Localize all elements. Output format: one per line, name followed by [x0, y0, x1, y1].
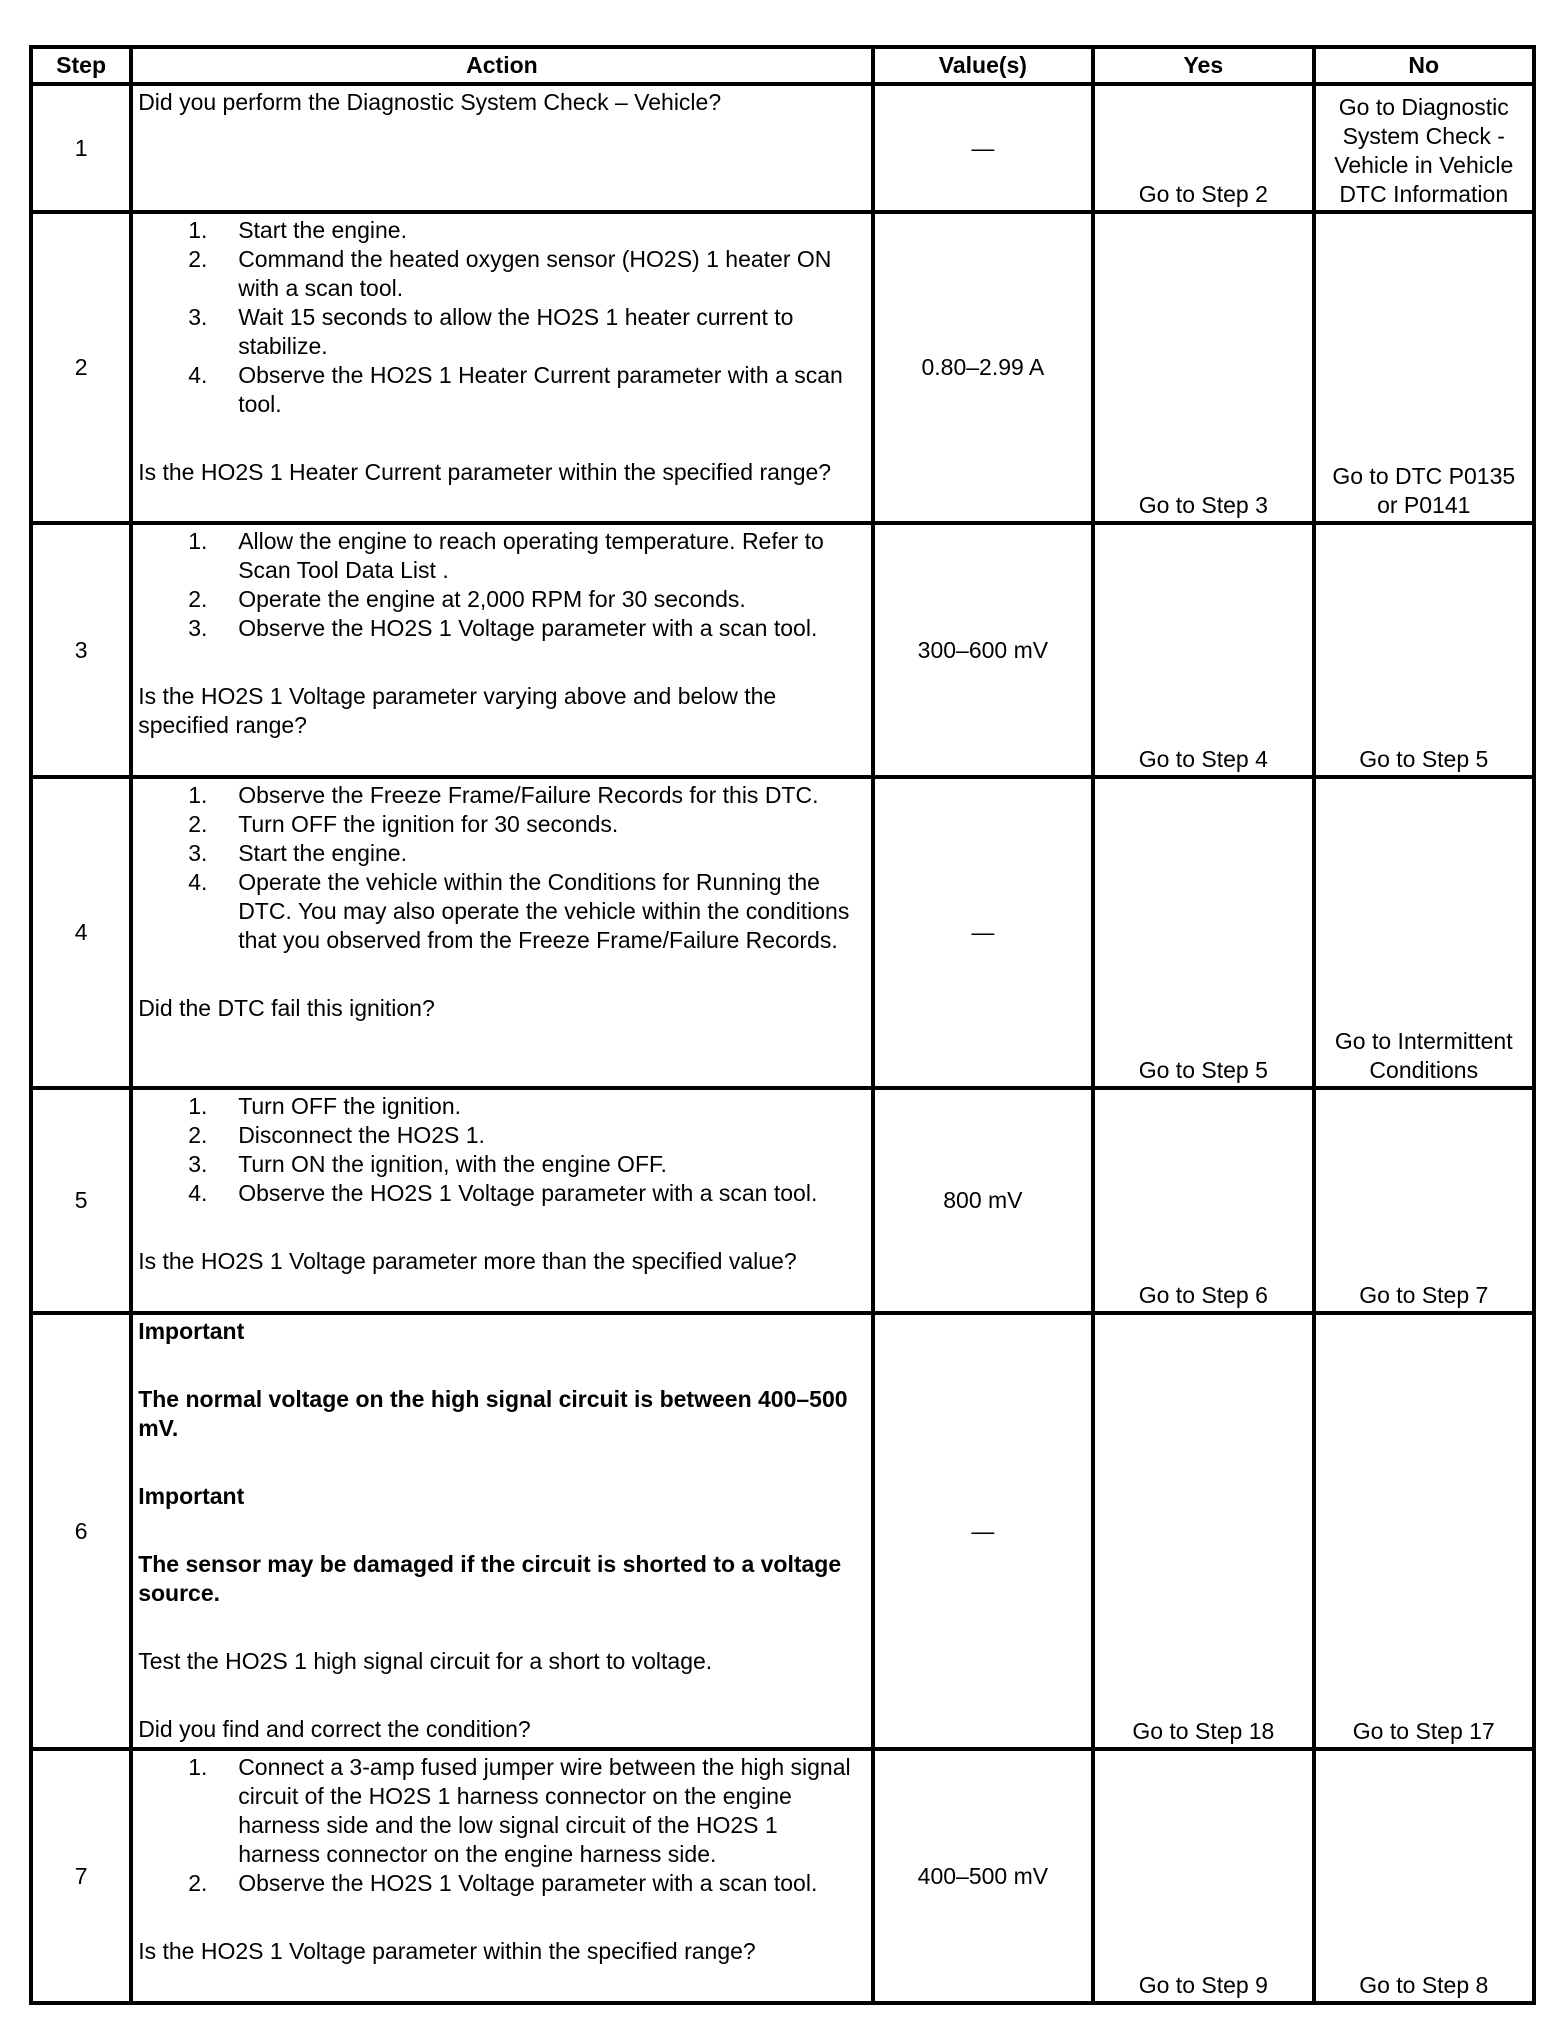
yes-cell: Go to Step 4 [1093, 523, 1313, 777]
action-cell [131, 212, 872, 523]
instruction-list [138, 781, 865, 955]
action-cell [131, 523, 872, 777]
table-row [31, 1749, 1534, 2003]
instruction-list [138, 1753, 865, 1898]
question-text: Did the DTC fail this ignition? [138, 995, 435, 1021]
important-text: The sensor may be damaged if the circuit is shorted to a voltage source. [138, 1551, 842, 1606]
list-item: 2. Turn OFF the ignition for 30 seconds. [188, 811, 619, 837]
list-item: 3. Turn ON the ignition, with the engine OFF. [188, 1151, 667, 1177]
yes-cell: Go to Step 2 [1093, 84, 1313, 212]
step-number: 6 [31, 1313, 131, 1749]
instruction-text: Test the HO2S 1 high signal circuit for a short to voltage. [138, 1648, 713, 1674]
list-item: 2. Operate the engine at 2,000 RPM for 30 seconds. [188, 586, 746, 612]
header-action: Action [131, 47, 872, 84]
table-row [31, 1313, 1534, 1749]
yes-cell: Go to Step 18 [1093, 1313, 1313, 1749]
table-row [31, 1088, 1534, 1313]
important-label: Important [138, 1318, 245, 1344]
important-label: Important [138, 1483, 245, 1509]
list-item: 4. Observe the HO2S 1 Voltage parameter with a scan tool. [188, 1180, 818, 1206]
value-cell: — [873, 777, 1093, 1088]
list-item: 1. Start the engine. [188, 217, 407, 243]
question-text: Is the HO2S 1 Voltage parameter varying above and below the specified range? [138, 683, 777, 738]
instruction-list [138, 1092, 865, 1208]
table-row [31, 777, 1534, 1088]
header-no: No [1314, 47, 1534, 84]
yes-cell: Go to Step 9 [1093, 1749, 1313, 2003]
diagnostic-table [29, 45, 1536, 2005]
yes-cell: Go to Step 5 [1093, 777, 1313, 1088]
yes-cell: Go to Step 3 [1093, 212, 1313, 523]
header-step: Step [31, 47, 131, 84]
step-number: 3 [31, 523, 131, 777]
value-cell: 800 mV [873, 1088, 1093, 1313]
value-cell: 300–600 mV [873, 523, 1093, 777]
list-item: 1. Connect a 3-amp fused jumper wire between the high signal circuit of the HO2S 1 harness connector on the engine harness side and the low signal circuit of the HO2S 1 harness connector on the engine harness side. [188, 1754, 851, 1867]
question-text: Did you find and correct the condition? [138, 1716, 531, 1742]
list-item: 1. Allow the engine to reach operating temperature. Refer to Scan Tool Data List . [188, 528, 824, 583]
yes-cell: Go to Step 6 [1093, 1088, 1313, 1313]
no-cell: Go to Diagnostic System Check - Vehicle in Vehicle DTC Information [1314, 84, 1534, 212]
table-row [31, 84, 1534, 212]
no-cell: Go to Step 8 [1314, 1749, 1534, 2003]
action-cell [131, 84, 872, 212]
important-text: The normal voltage on the high signal circuit is between 400–500 mV. [138, 1386, 848, 1441]
no-cell: Go to DTC P0135 or P0141 [1314, 212, 1534, 523]
list-item: 2. Observe the HO2S 1 Voltage parameter with a scan tool. [188, 1870, 818, 1896]
list-item: 3. Start the engine. [188, 840, 407, 866]
list-item: 3. Wait 15 seconds to allow the HO2S 1 heater current to stabilize. [188, 304, 794, 359]
list-item: 2. Command the heated oxygen sensor (HO2S) 1 heater ON with a scan tool. [188, 246, 832, 301]
step-number: 1 [31, 84, 131, 212]
value-cell: — [873, 84, 1093, 212]
step-number: 2 [31, 212, 131, 523]
no-cell: Go to Step 7 [1314, 1088, 1534, 1313]
value-cell: 0.80–2.99 A [873, 212, 1093, 523]
no-cell: Go to Step 17 [1314, 1313, 1534, 1749]
question-text: Is the HO2S 1 Heater Current parameter within the specified range? [138, 459, 832, 485]
action-cell [131, 1313, 872, 1749]
action-cell [131, 1749, 872, 2003]
header-values: Value(s) [873, 47, 1093, 84]
no-cell: Go to Intermittent Conditions [1314, 777, 1534, 1088]
table-row [31, 212, 1534, 523]
step-number: 4 [31, 777, 131, 1088]
list-item: 1. Turn OFF the ignition. [188, 1093, 462, 1119]
action-cell [131, 777, 872, 1088]
instruction-list [138, 527, 865, 643]
header-row [31, 47, 1534, 84]
action-cell [131, 1088, 872, 1313]
step-number: 5 [31, 1088, 131, 1313]
list-item: 1. Observe the Freeze Frame/Failure Records for this DTC. [188, 782, 819, 808]
header-yes: Yes [1093, 47, 1313, 84]
step-number: 7 [31, 1749, 131, 2003]
list-item: 3. Observe the HO2S 1 Voltage parameter with a scan tool. [188, 615, 818, 641]
question-text: Is the HO2S 1 Voltage parameter within the specified range? [138, 1938, 756, 1964]
table-row [31, 523, 1534, 777]
question-text: Did you perform the Diagnostic System Check – Vehicle? [138, 89, 722, 115]
list-item: 4. Observe the HO2S 1 Heater Current parameter with a scan tool. [188, 362, 843, 417]
instruction-list [138, 216, 865, 419]
value-cell: 400–500 mV [873, 1749, 1093, 2003]
list-item: 2. Disconnect the HO2S 1. [188, 1122, 485, 1148]
value-cell: — [873, 1313, 1093, 1749]
list-item: 4. Operate the vehicle within the Conditions for Running the DTC. You may also operate the vehicle within the conditions that you observed from the Freeze Frame/Failure Records. [188, 869, 850, 953]
question-text: Is the HO2S 1 Voltage parameter more than the specified value? [138, 1248, 797, 1274]
no-cell: Go to Step 5 [1314, 523, 1534, 777]
